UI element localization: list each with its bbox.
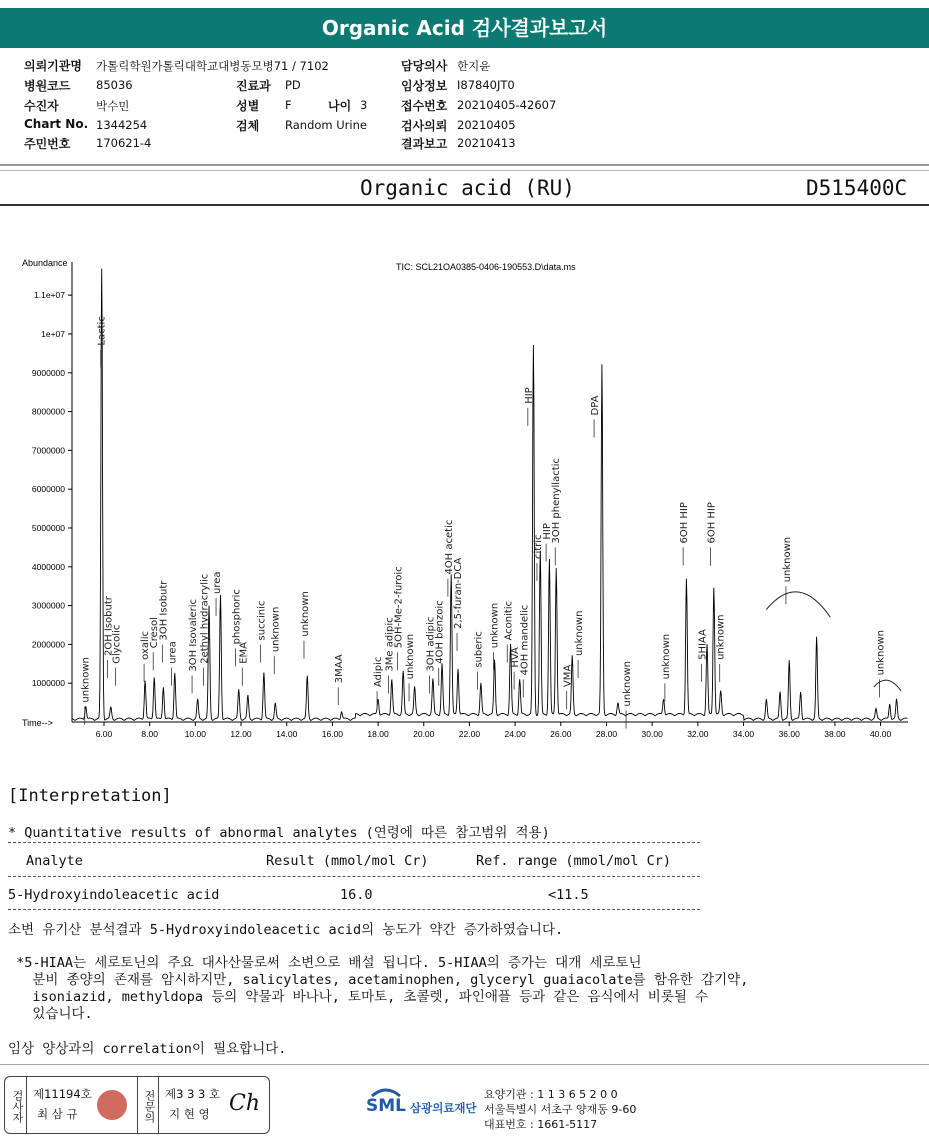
sml-logo: [366, 1084, 406, 1124]
y-axis-label: Abundance: [22, 258, 68, 268]
comment-line: 분비 종양의 존재를 암시하지만, salicylates, acetaminophen, glyceryl guaiacolate를 함유한 감기약,: [8, 972, 749, 988]
quantitative-note: * Quantitative results of abnormal analytes (연령에 따른 참고범위 적용): [8, 825, 550, 841]
peak-annotation: 3Me adipic: [384, 617, 396, 672]
phone: 대표번호 : 1661-5117: [484, 1118, 598, 1131]
peak-annotation: 4OH mandelic: [519, 604, 531, 676]
doctor-name: 지 현 영: [169, 1107, 210, 1121]
department-value: PD: [285, 78, 301, 92]
x-tick-label: 16.00: [321, 729, 344, 739]
specimen-label: 검체: [236, 119, 260, 133]
resident-no-label: 주민번호: [24, 137, 71, 151]
closing-text: 임상 양상과의 correlation이 필요합니다.: [8, 1041, 287, 1057]
peak-annotation: oxalic: [140, 630, 152, 660]
peak-annotation: suberic: [473, 631, 485, 668]
divider: [0, 204, 929, 206]
receipt-no-label: 접수번호: [401, 99, 448, 113]
peak-annotation: 3OH Isobutr: [158, 580, 170, 641]
divider: [0, 164, 929, 166]
chart-no-value: 1344254: [96, 118, 148, 132]
signature-box: [4, 1076, 270, 1134]
peak-annotation: unknown: [660, 633, 672, 680]
test-title: Organic acid (RU): [360, 176, 575, 200]
inspector-name: 최 삼 규: [37, 1107, 78, 1121]
receipt-no-value: 20210405-42607: [457, 98, 557, 112]
chart-no-label: Chart No.: [24, 117, 89, 131]
x-tick-label: 12.00: [230, 729, 252, 739]
sex-value: F: [285, 98, 292, 112]
divider: [0, 170, 929, 171]
specimen-value: Random Urine: [285, 118, 367, 132]
sex-label: 성별: [236, 99, 260, 113]
peak-annotation: urea: [212, 571, 224, 594]
comment-line: isoniazid, methyldopa 등의 약물과 바나나, 토마토, 초콜렛, 파인애플 등과 같은 음식에서 비롯될 수: [8, 989, 709, 1005]
x-axis-label: Time-->: [22, 718, 53, 728]
peak-annotation: 2,5-furan-DCA: [453, 557, 465, 629]
peak-annotation: unknown: [574, 610, 586, 657]
peak-annotation: Adipic: [373, 656, 385, 688]
report-date-value: 20210413: [457, 136, 516, 150]
peak-annotation: unknown: [622, 661, 634, 707]
address: 서울특별시 서초구 양재동 9-60: [484, 1103, 637, 1116]
peak-annotation: unknown: [489, 602, 501, 649]
peak-annotation: Cresol: [149, 617, 161, 649]
table-divider: [8, 842, 700, 843]
cluster-bracket: [874, 680, 901, 691]
x-tick-label: 24.00: [504, 729, 526, 739]
peak-annotation: unknown: [80, 657, 92, 703]
peak-annotation: unknown: [270, 606, 282, 653]
collector-label: 수진자: [24, 99, 59, 113]
cluster-bracket: [766, 592, 830, 617]
y-tick-label: 1e+07: [41, 328, 65, 339]
clinical-info-value: I87840JT0: [457, 78, 515, 92]
peak-annotation: unknown: [299, 591, 311, 637]
peak-annotation: DPA: [590, 395, 602, 416]
seal-icon: [97, 1090, 127, 1120]
comment-line: *5-HIAA는 세로토닌의 주요 대사산물로써 소변으로 배설 됩니다. 5-HIAA의 증가는 대개 세로토닌: [8, 955, 642, 971]
peak-annotation: unknown: [875, 629, 887, 676]
column-result: Result (mmol/mol Cr): [266, 853, 429, 869]
peak-annotation: succinic: [256, 600, 268, 641]
chromatogram-chart: [0, 250, 929, 740]
report-date-label: 결과보고: [401, 137, 448, 151]
peak-annotation: 4OH acetic: [443, 519, 455, 575]
peak-annotation: urea: [167, 641, 179, 664]
request-date-value: 20210405: [457, 118, 516, 132]
peak-annotation: 6OH HIP: [679, 502, 691, 544]
peak-annotation: 5HIAA: [697, 629, 709, 660]
peak-annotation: Aconitic: [503, 600, 515, 641]
divider: [0, 1064, 929, 1065]
inspector-label: 검사자: [5, 1077, 27, 1133]
y-tick-label: 2000000: [31, 639, 65, 650]
hospital-code-value: 85036: [96, 78, 133, 92]
collector-value: 박수민: [96, 99, 130, 113]
y-tick-label: 7000000: [31, 445, 65, 456]
peak-annotation: 4OH benzoic: [434, 600, 446, 664]
y-tick-label: 5000000: [31, 522, 65, 533]
y-tick-label: 6000000: [31, 484, 65, 495]
doctor-number: 제3 3 3 호: [165, 1087, 221, 1101]
signature: Ch: [229, 1091, 261, 1116]
analyte-result: 16.0: [340, 887, 373, 903]
peak-annotation: HVA: [510, 647, 522, 668]
y-tick-label: 1000000: [31, 678, 65, 689]
peak-annotation: citric: [532, 534, 544, 560]
peak-annotation: 2OH Isobutr: [103, 596, 115, 657]
hospital-code-label: 병원코드: [24, 79, 71, 93]
x-tick-label: 20.00: [413, 729, 435, 739]
column-ref-range: Ref. range (mmol/mol Cr): [476, 853, 672, 869]
peak-annotation: Lactic: [96, 316, 108, 346]
peak-annotation: 3OH phenyllactic: [551, 458, 563, 544]
age-label: 나이: [328, 99, 352, 113]
y-tick-label: 9000000: [31, 367, 65, 378]
doctor-value: 한지윤: [457, 59, 491, 73]
peak-annotation: 2ethyl hydracrylic: [199, 573, 211, 664]
y-tick-label: 1.1e+07: [34, 290, 65, 301]
peak-annotation: HIP: [523, 387, 535, 404]
peak-annotation: HIP: [542, 523, 554, 540]
table-divider: [8, 876, 700, 877]
peak-annotation: 3MAA: [334, 654, 346, 684]
peak-annotation: phosphoric: [231, 589, 243, 645]
analyte-ref-range: <11.5: [548, 887, 589, 903]
x-tick-label: 6.00: [95, 729, 113, 739]
y-tick-label: 3000000: [31, 600, 65, 611]
doctor-label: 담당의사: [401, 59, 448, 73]
x-tick-label: 34.00: [732, 729, 755, 739]
inspector-number: 제11194호: [33, 1087, 92, 1101]
care-org-number: 요양기관 : 1 1 3 6 5 2 0 0: [484, 1088, 618, 1101]
x-tick-label: 8.00: [141, 729, 158, 739]
x-tick-label: 40.00: [869, 729, 892, 739]
peak-annotation: unknown: [405, 633, 417, 680]
peak-annotation: 6OH HIP: [706, 502, 718, 544]
comment-line: 있습니다.: [8, 1006, 93, 1022]
x-tick-label: 36.00: [778, 729, 800, 739]
analyte-name: 5-Hydroxyindoleacetic acid: [8, 887, 220, 903]
x-tick-label: 22.00: [458, 729, 481, 739]
x-tick-label: 26.00: [550, 729, 572, 739]
peak-annotation: VMA: [562, 664, 574, 688]
x-tick-label: 38.00: [824, 729, 846, 739]
column-analyte: Analyte: [26, 853, 83, 869]
peak-annotation: unknown: [715, 614, 727, 660]
interpretation-heading: [Interpretation]: [8, 786, 172, 806]
x-tick-label: 30.00: [641, 729, 663, 739]
y-tick-label: 8000000: [31, 406, 65, 417]
x-tick-label: 10.00: [184, 729, 206, 739]
x-tick-label: 18.00: [367, 729, 389, 739]
request-date-label: 검사의뢰: [401, 119, 448, 133]
institution-value: 가톨릭학원가톨릭대학교대병동모병71 / 7102: [96, 59, 329, 73]
age-value: 3: [360, 98, 368, 112]
x-tick-label: 32.00: [687, 729, 709, 739]
sml-wordmark: SML: [366, 1096, 406, 1116]
summary-text: 소변 유기산 분석결과 5-Hydroxyindoleacetic acid의 농도가 약간 증가하였습니다.: [8, 922, 564, 938]
peak-annotation: EMA: [238, 641, 250, 664]
x-tick-label: 14.00: [276, 729, 298, 739]
doctor-label: 전문의: [137, 1077, 159, 1133]
peak-annotation: unknown: [781, 536, 793, 583]
table-divider: [8, 909, 700, 910]
peak-annotation: 3OH Isovaleric: [188, 598, 200, 672]
peak-annotation: 3OH adipic: [425, 616, 437, 672]
x-tick-label: 28.00: [595, 729, 618, 739]
clinical-info-label: 임상정보: [401, 79, 448, 93]
institution-label: 의뢰기관명: [24, 59, 82, 73]
resident-no-value: 170621-4: [96, 136, 152, 150]
y-tick-label: 4000000: [31, 561, 65, 572]
report-title: Organic Acid 검사결과보고서: [0, 8, 929, 48]
test-code: D515400C: [806, 176, 908, 200]
chart-title: TIC: SCL21OA0385-0406-190553.D\data.ms: [396, 262, 576, 272]
patient-info: [0, 55, 929, 155]
peak-annotation: Glycolic: [111, 624, 123, 664]
sml-name: 삼광의료재단: [410, 1101, 477, 1115]
peak-annotation: 5OH-Me-2-furoic: [393, 566, 405, 649]
department-label: 진료과: [236, 79, 271, 93]
